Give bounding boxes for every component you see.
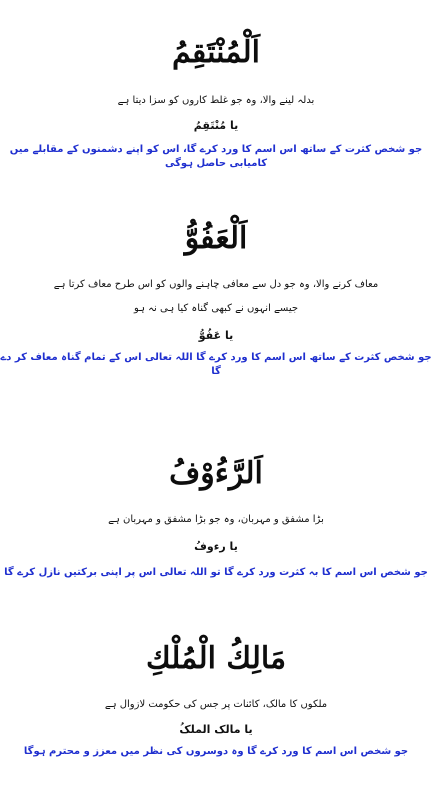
meaning-text-line-2: جیسے انہوں نے کبھی گناہ کیا ہی نہ ہو bbox=[133, 303, 299, 314]
virtue-text: جو شخص کثرت کے ساتھ اس اسم کا ورد کرے گا اللہ تعالی اس کے تمام گناہ معاف کر دے گا bbox=[0, 352, 432, 377]
calligraphy-title: اَلْمُنْتَقِمُ bbox=[171, 35, 261, 70]
calligraphy-title: اَلْعَفُوُّ bbox=[184, 221, 248, 256]
virtue-text: جو شخص کثرت کے ساتھ اس اسم کا ورد کرے گا، اس کو اپنے دشمنوں کے مقابلے میں کامیابی حاصل ہوگی bbox=[9, 144, 423, 169]
meaning-text: بدلہ لینے والا، وہ جو غلط کاروں کو سزا دیتا ہے bbox=[117, 95, 315, 106]
meaning-text: معاف کرنے والا، وہ جو دل سے معافی چاہنے والوں کو اس طرح معاف کرتا ہے bbox=[53, 279, 379, 290]
entry-malik-ul-mulk bbox=[0, 640, 432, 759]
calligraphy-title: مَالِكُ الْمُلْكِ bbox=[145, 641, 287, 676]
virtue-text: جو شخص اس اسم کا بہ کثرت ورد کرے گا تو اللہ تعالی اس پر اپنی برکتیں نازل کرے گا bbox=[4, 567, 428, 578]
virtue-text: جو شخص اس اسم کا ورد کرے گا وہ دوسروں کی نظر میں معزز و محترم ہوگا bbox=[23, 746, 409, 757]
entry-al-afuww bbox=[0, 220, 432, 379]
entry-ar-rauf bbox=[0, 455, 432, 580]
invocation-text: یا مالک الملکُ bbox=[179, 723, 253, 736]
invocation-text: یا عَفُوُّ bbox=[198, 329, 234, 342]
entry-al-muntaqim bbox=[0, 34, 432, 171]
invocation-text: یا مُنْتَقِمُ bbox=[193, 119, 239, 132]
calligraphy-title: اَلرَّءُوْفُ bbox=[169, 456, 263, 491]
meaning-text: ملکوں کا مالک، کائنات پر جس کی حکومت لازوال ہے bbox=[104, 699, 328, 710]
invocation-text: یا رءوفُ bbox=[194, 540, 238, 553]
meaning-text: بڑا مشفق و مہربان، وہ جو بڑا مشفق و مہربان ہے bbox=[108, 514, 324, 525]
